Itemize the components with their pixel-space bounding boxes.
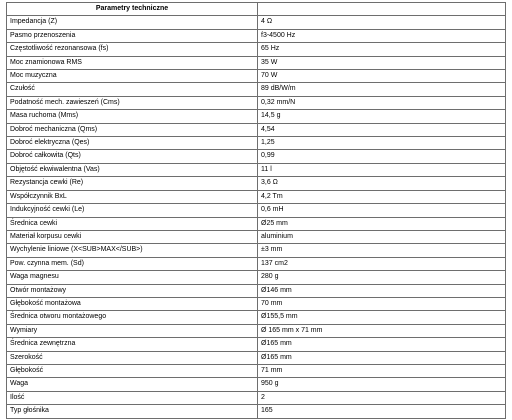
parameter-value: Ø 165 mm x 71 mm <box>258 324 506 337</box>
parameter-value: 4,54 <box>258 123 506 136</box>
table-row <box>7 16 506 29</box>
table-row <box>7 150 506 163</box>
parameter-value: 4,2 Tm <box>258 190 506 203</box>
parameter-value: f3-4500 Hz <box>258 29 506 42</box>
parameter-value: Ø146 mm <box>258 284 506 297</box>
parameter-value: 950 g <box>258 378 506 391</box>
table-row <box>7 284 506 297</box>
parameter-name: Czułość <box>7 83 258 96</box>
parameter-value: 14,5 g <box>258 110 506 123</box>
table-row <box>7 351 506 364</box>
table-row <box>7 29 506 42</box>
parameter-value: 137 cm2 <box>258 257 506 270</box>
table-row <box>7 96 506 109</box>
parameter-name: Waga magnesu <box>7 271 258 284</box>
parameter-name: Średnica zewnętrzna <box>7 338 258 351</box>
table-row <box>7 190 506 203</box>
parameter-value: 65 Hz <box>258 43 506 56</box>
parameter-name: Moc muzyczna <box>7 70 258 83</box>
parameter-value: 2 <box>258 391 506 404</box>
parameter-value: 71 mm <box>258 364 506 377</box>
parameter-name: Indukcyjność cewki (Le) <box>7 204 258 217</box>
parameter-name: Pow. czynna mem. (Sd) <box>7 257 258 270</box>
parameter-value: 35 W <box>258 56 506 69</box>
parameter-name: Wymiary <box>7 324 258 337</box>
parameter-value: 89 dB/W/m <box>258 83 506 96</box>
parameter-name: Rezystancja cewki (Re) <box>7 177 258 190</box>
parameter-name: Moc znamionowa RMS <box>7 56 258 69</box>
parameter-value: 3,6 Ω <box>258 177 506 190</box>
parameter-name: Szerokość <box>7 351 258 364</box>
parameter-name: Głębokość <box>7 364 258 377</box>
parameter-name: Dobroć elektryczna (Qes) <box>7 137 258 150</box>
parameter-name: Materiał korpusu cewki <box>7 230 258 243</box>
table-row <box>7 56 506 69</box>
parameter-name: Ilość <box>7 391 258 404</box>
parameter-name: Masa ruchoma (Mms) <box>7 110 258 123</box>
parameter-name: Objętość ekwiwalentna (Vas) <box>7 163 258 176</box>
parameter-value: 0,6 mH <box>258 204 506 217</box>
parameter-name: Pasmo przenoszenia <box>7 29 258 42</box>
parameter-value: 280 g <box>258 271 506 284</box>
table-row <box>7 244 506 257</box>
parameter-name: Średnica otworu montażowego <box>7 311 258 324</box>
parameter-name: Dobroć mechaniczna (Qms) <box>7 123 258 136</box>
parameter-name: Waga <box>7 378 258 391</box>
table-row <box>7 110 506 123</box>
parameter-value: 4 Ω <box>258 16 506 29</box>
parameter-name: Głębokość montażowa <box>7 297 258 310</box>
parameter-value: Ø165 mm <box>258 351 506 364</box>
parameter-name: Wychylenie liniowe (X<SUB>MAX</SUB>) <box>7 244 258 257</box>
table-row <box>7 271 506 284</box>
parameter-value: Ø155,5 mm <box>258 311 506 324</box>
parameter-name: Podatność mech. zawieszeń (Cms) <box>7 96 258 109</box>
table-row <box>7 378 506 391</box>
parameter-value: 0,32 mm/N <box>258 96 506 109</box>
table-row <box>7 217 506 230</box>
parameter-value: 0,99 <box>258 150 506 163</box>
table-row <box>7 137 506 150</box>
parameter-name: Impedancja (Z) <box>7 16 258 29</box>
table-row <box>7 123 506 136</box>
table-row <box>7 177 506 190</box>
table-row <box>7 391 506 404</box>
parameter-name: Otwór montażowy <box>7 284 258 297</box>
parameter-name: Współczynnik BxL <box>7 190 258 203</box>
parameter-name: Typ głośnika <box>7 405 258 418</box>
table-row <box>7 70 506 83</box>
parameter-name: Częstotliwość rezonansowa (fs) <box>7 43 258 56</box>
specifications-table <box>6 2 506 419</box>
parameter-value: ±3 mm <box>258 244 506 257</box>
table-row <box>7 324 506 337</box>
table-row <box>7 338 506 351</box>
table-row <box>7 257 506 270</box>
table-row <box>7 311 506 324</box>
parameter-value: 11 l <box>258 163 506 176</box>
table-row <box>7 297 506 310</box>
parameter-value: 165 <box>258 405 506 418</box>
parameter-value: Ø165 mm <box>258 338 506 351</box>
parameter-value: aluminium <box>258 230 506 243</box>
parameter-name: Średnica cewki <box>7 217 258 230</box>
table-header-row <box>7 3 506 16</box>
parameter-value: 70 mm <box>258 297 506 310</box>
table-row <box>7 405 506 418</box>
table-row <box>7 364 506 377</box>
table-row <box>7 163 506 176</box>
parameter-name: Dobroć całkowita (Qts) <box>7 150 258 163</box>
table-row <box>7 204 506 217</box>
table-row <box>7 230 506 243</box>
parameter-value: 70 W <box>258 70 506 83</box>
table-title: Parametry techniczne <box>7 3 258 16</box>
parameter-value: Ø25 mm <box>258 217 506 230</box>
parameter-value: 1,25 <box>258 137 506 150</box>
table-body <box>7 16 506 418</box>
value-header <box>258 3 506 16</box>
table-row <box>7 43 506 56</box>
table-row <box>7 83 506 96</box>
